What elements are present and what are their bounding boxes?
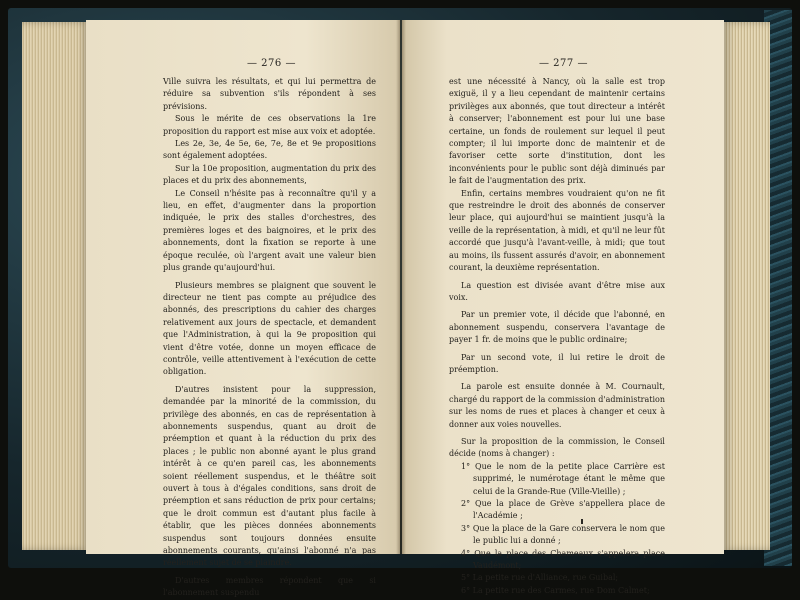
right-page-number: — 277 — <box>539 58 588 69</box>
right-paragraph: Sur la proposition de la commission, le Conseil décide (noms à changer) : <box>449 436 665 459</box>
list-item: 2° Que la place de Grève s'appellera place de l'Académie ; <box>461 499 665 521</box>
signature-mark <box>581 519 583 524</box>
right-paragraph: est une nécessité à Nancy, où la salle est trop exiguë, il y a lieu cependant de maintenir certains privilèges aux abonnés, que tout directeur a intérêt à conserver; l'abonnement est pour lui une base certaine, un fonds de roulement sur lequel il peut compter; il lui importe donc de maintenir et de favoriser cette sorte d'institution, dont les inconvénients pour le public sont déjà diminués par le fait de l'augmentation des prix. <box>449 77 665 186</box>
left-paragraph: D'autres insistent pour la suppression, demandée par la minorité de la commission, du privilège des abonnés, en cas de représentation à abonnements suspendus, quant au droit de préemption et quant à la réduction du prix des places ; le public non abonné ayant le plus grand intérêt à ce qu'en pareil cas, les abonnements soient réellement suspendus, et le théâtre soit ouvert à tous à d'égales conditions, sans droit de préemption et sans réduction de prix pour certains; que le droit commun est d'autant plus facile à établir, que les pièces données abonnements suspendus sont toujours données ensuite abonnements courants, qu'ainsi l'abonné n'a pas réellement sujet de se plaindre. <box>163 384 376 568</box>
list-item: 6° La petite rue des Carmes, rue Dom Calmet; <box>461 585 650 595</box>
left-paragraph: Le Conseil n'hésite pas à reconnaître qu'il y a lieu, en effet, d'augmenter dans la proportion indiquée, le prix des stalles d'orchestres, des premières loges et des baignoires, et le prix des abonnements, dont la fixation se reporte à une époque reculée, où l'argent avait une valeur bien plus grande qu'aujourd'hui. <box>163 188 376 273</box>
left-paragraph: Ville suivra les résultats, et qui lui permettra de réduire sa subvention s'ils répondent à ses prévisions. <box>163 77 376 111</box>
right-paragraph: Par un premier vote, il décide que l'abonné, en abonnement suspendu, conservera l'avantage de payer 1 fr. de moins que le public ordinaire; <box>449 310 665 345</box>
right-paragraph: La question est divisée avant d'être mise aux voix. <box>449 280 665 302</box>
book-gutter <box>396 20 406 554</box>
left-page-body <box>163 76 376 600</box>
list-item: 3° Que la place de la Gare conservera le nom que le public lui a donné ; <box>461 523 665 546</box>
left-page-number: — 276 — <box>247 58 296 69</box>
right-paragraph: La parole est ensuite donnée à M. Cournault, chargé du rapport de la commission d'administration sur les noms de rues et places à changer et ceux à donner aux voies nouvelles. <box>449 382 665 429</box>
left-page-edges <box>22 22 90 550</box>
right-paragraph: Par un second vote, il lui retire le droit de préemption. <box>449 352 665 374</box>
right-page-body <box>449 76 665 597</box>
list-item: 4° Que la place des Chameaux s'appelera place Vaudémont; <box>461 548 665 571</box>
left-paragraph: Sur la 10e proposition, augmentation du prix des places et du prix des abonnements, <box>163 163 376 186</box>
left-paragraph: Plusieurs membres se plaignent que souvent le directeur ne tient pas compte au préjudice des abonnés, des prescriptions du cahier des charges relativement aux jours de spectacle, et demandent que l'Administration, à qui la 9e proposition qui vient d'être votée, donne un moyen efficace de contrôle, veille attentivement à l'exécution de cette obligation. <box>163 280 376 377</box>
left-paragraph: Sous le mérite de ces observations la 1re proposition du rapport est mise aux voix et adoptée. <box>163 114 376 136</box>
right-paragraph: Enfin, certains membres voudraient qu'on ne fit que restreindre le droit des abonnés de conserver leur place, qui aujourd'hui se maintient jusqu'à la veille de la représentation, à midi, et qu'il ne leur fût accordé que jusqu'à l'avant-veille, à midi; que tout au moins, ils fussent assurés d'avoir, en abonnement courant, la deuxième représentation. <box>449 188 665 273</box>
left-paragraph: Les 2e, 3e, 4e 5e, 6e, 7e, 8e et 9e propositions sont également adoptées. <box>163 139 376 161</box>
left-paragraph: D'autres membres répondent que si l'abonnement suspendu <box>163 575 376 598</box>
right-page-edges <box>722 22 770 550</box>
list-item: 1° Que le nom de la petite place Carrière est supprimé, le numérotage étant le même que celui de la Grande-Rue (Ville-Vieille) ; <box>461 461 665 496</box>
list-item: 5° La petite rue d'Alliance, rue Guibal; <box>461 573 619 583</box>
